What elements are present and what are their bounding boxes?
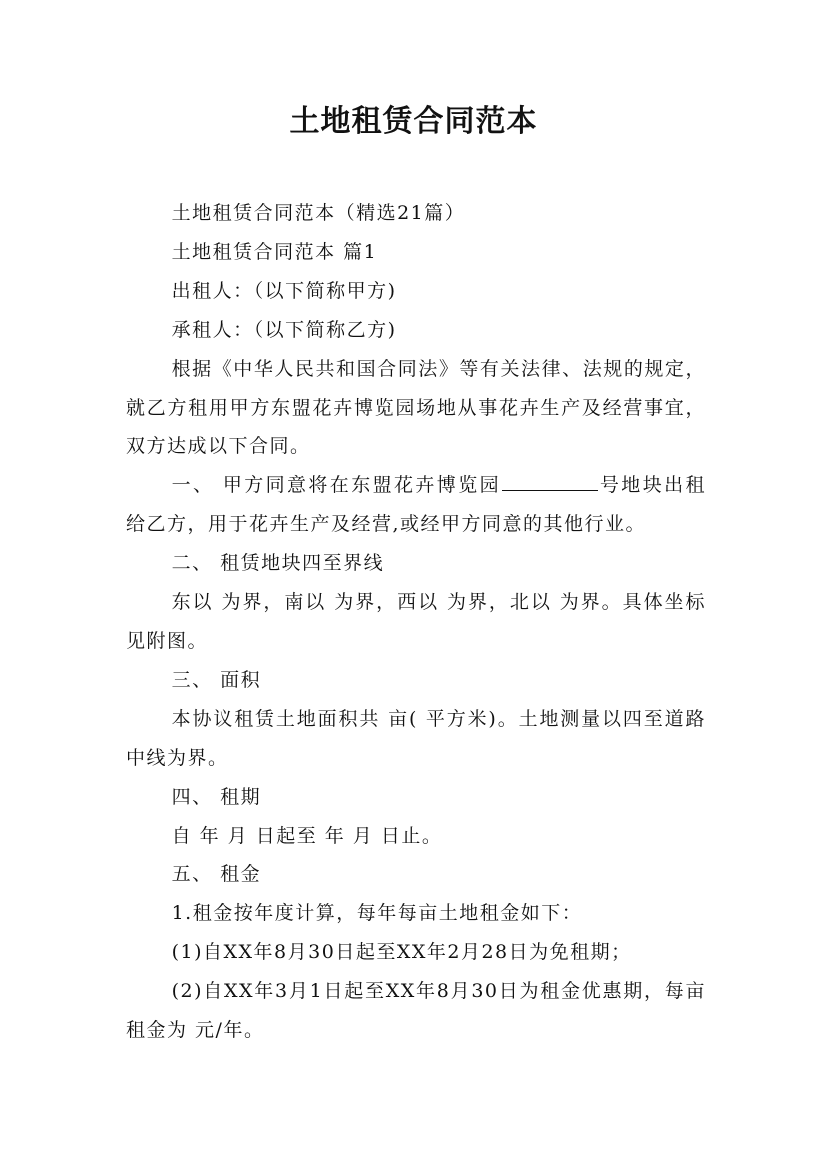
clause-one-lead: 一、 甲方同意将在东盟花卉博览园 xyxy=(171,474,501,497)
paragraph-lessor: 出租人：（以下简称甲方) xyxy=(171,279,397,302)
paragraph-rent-free-period: (1)自XX年8月30日起至XX年2月28日为免租期； xyxy=(171,941,632,964)
clause-one-tail: 号地块出租给乙方，用于花卉生产及经营,或经甲方同意的其他行业。 xyxy=(126,474,706,536)
paragraph-rent-basis: 1.租金按年度计算，每年每亩土地租金如下： xyxy=(171,902,583,925)
paragraph-contract-heading: 土地租赁合同范本 篇1 xyxy=(171,240,378,263)
plot-number-blank xyxy=(502,489,598,491)
paragraph-clause-two-heading: 二、 租赁地块四至界线 xyxy=(171,552,385,575)
paragraph-area: 本协议租赁土地面积共 亩( 平方米)。土地测量以四至道路中线为界。 xyxy=(126,707,706,769)
paragraph-lessee: 承租人：（以下简称乙方) xyxy=(171,318,397,341)
paragraph-subtitle: 土地租赁合同范本（精选21篇） xyxy=(171,202,466,224)
paragraph-boundaries: 东以 为界，南以 为界，西以 为界，北以 为界。具体坐标见附图。 xyxy=(126,591,706,652)
paragraph-term: 自 年 月 日起至 年 月 日止。 xyxy=(171,824,443,847)
paragraph-preamble: 根据《中华人民共和国合同法》等有关法律、法规的规定，就乙方租用甲方东盟花卉博览园场地从事花卉生产及经营事宜，双方达成以下合同。 xyxy=(126,357,706,458)
paragraph-rent-discount-period: (2)自XX年3月1日起至XX年8月30日为租金优惠期，每亩租金为 元/年。 xyxy=(126,980,706,1042)
paragraph-clause-one xyxy=(126,466,706,544)
document-title: 土地租赁合同范本 xyxy=(289,104,538,139)
paragraph-clause-three-heading: 三、 面积 xyxy=(171,668,262,691)
paragraph-clause-four-heading: 四、 租期 xyxy=(171,785,262,808)
paragraph-clause-five-heading: 五、 租金 xyxy=(171,863,262,886)
document-body xyxy=(126,194,706,1050)
